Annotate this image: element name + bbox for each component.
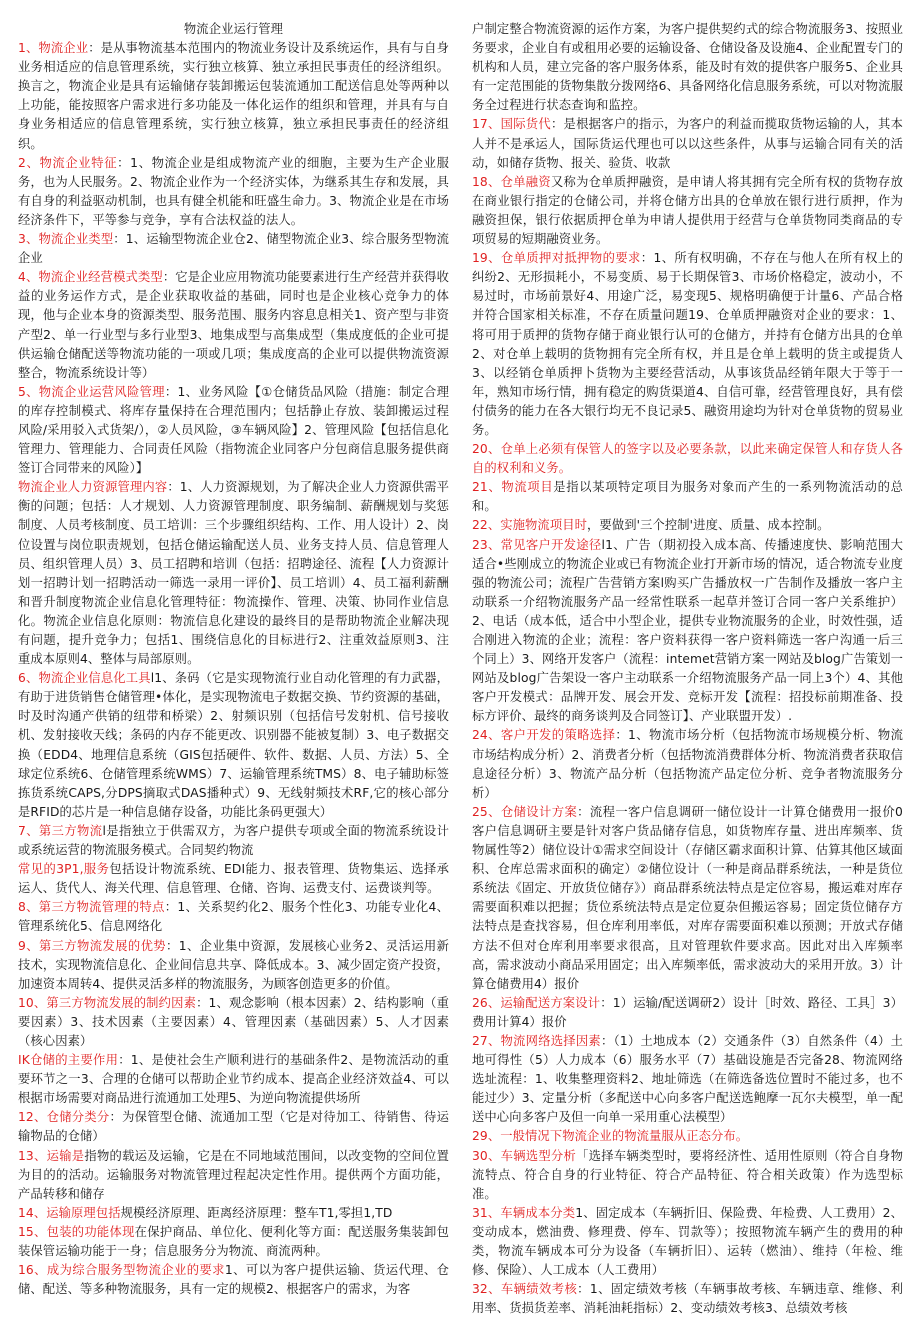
- page-title: 物流企业运行管理: [183, 22, 284, 36]
- text-13: 指物的载运及运输，它是在不同地域范围间，以改变物的空间位置为目的的活动。运输服务对物流管理过程起决定性作用。提供两个方面功能，产品转移和储存: [18, 1148, 450, 1201]
- text-25: ：流程一客户信息调研一储位设计一计算仓储费用一报价0客户信息调研主要是针对客户货品储存信息，如货物库存量、进出库频率、货物属性等2）储位设计①需求空间设计（存储区霸求面积计算、估算其他区域面积、仓库总需求面积的确定）②储位设计（一种是商品群系统法，一种是货位系统法《固定、开放货位储存》）商品群系统法特点是定位容易，搬运难对库存需要面积难以把握；货位系统法特点是定位夏杂但搬运容易；固定货位储存方法特点是查找容易，但仓库利用率低，对库存需要面积难以预测；开放式存储方法不但对仓库利用率要求很高，且对管理软件要求高。因此对出入库频率高，需求波动小商品采用固定；出入库频率低，需求波动大的采用开放。3）计算仓储费用4）报价: [472, 804, 903, 991]
- heading-2: 2、物流企业特征: [18, 155, 118, 170]
- para-12: [18, 1108, 449, 1146]
- para-21: [472, 478, 903, 516]
- text-7: l是指独立于供需双方，为客户提供专项或全面的物流系统设计或系统运营的物流服务模式。合同契约物流: [18, 823, 450, 858]
- para-8: [18, 898, 449, 936]
- heading-3: 3、物流企业类型: [18, 232, 114, 247]
- heading-hr: 物流企业人力资源管理内容: [18, 480, 168, 495]
- text-8: ：1、关系契约化2、服务个性化3、功能专业化4、管理系统化5、信息网络化: [18, 900, 449, 934]
- para-6: [18, 669, 449, 822]
- heading-24: 24、客户开发的策略选择: [472, 728, 616, 743]
- heading-9: 9、第三方物流发展的优势: [18, 938, 167, 953]
- heading-3pl: 常见的3P1,服务: [18, 862, 110, 877]
- text-30: 「选择车辆类型时，要将经济性、适用性原则（符合自身物流特点、符合自身的行业特征、符合产品特征、符合相关政策）作为选型标准。: [472, 1148, 903, 1201]
- para-15: [18, 1223, 449, 1261]
- text-14: 规模经济原理、距离经济原理：整车T1,零担1,TD: [120, 1205, 393, 1220]
- text-1: ：是从事物流基本范围内的物流业务设计及系统运作，具有与自身业务相适应的信息管理系统，实行独立核算、独立承担民事责任的经济组织。换言之，物流企业是具有运输储存装卸搬运包装流通加工配送信息处等两种以上功能，能按照客户需求进行多功能及一体化运作的组织和管理，并具有与自身业务相适应的信息管理系统，实行独立核算，独立承担民事责任的经济组织。: [18, 41, 449, 151]
- left-column: [18, 20, 449, 1299]
- para-2: [18, 154, 449, 230]
- heading-25: 25、仓储设计方案: [472, 804, 578, 819]
- para-29: [472, 1127, 903, 1146]
- para-20: [472, 440, 903, 478]
- text-26: ：1）运输/配送调研2）设计［时效、路径、工具］3）费用计算4）报价: [472, 995, 904, 1029]
- para-3pl: [18, 860, 449, 898]
- heading-31: 31、车辆成本分类: [472, 1205, 576, 1220]
- heading-12: 12、仓储分类分: [18, 1110, 110, 1125]
- heading-32: 32、车辆绩效考核: [472, 1282, 578, 1297]
- text-hr: ：1、人力资源规划，为了解决企业人力资源供需平衡的问题；包括：人才规划、人力资源管理制度、职务编制、薪酬规划与奖惩制度、人员考核制度、员工培训：三个步骤组织结构、工作、用人设计）2、岗位设置与岗位职责规划，包括仓储运输配送人员、业务支持人员、信息管理人员、组织管理人员）3、员工招聘和培训（包括：招聘途径、流程【人力资源计划一招聘计划一招聘活动一筛选一录用一评价】、员工培训）4、员工福利薪酬和晋升制度物流企业信息化管理特征：物流操作、管理、决策、协同作业信息化。物流企业信息化原则：物流信息化建设的最终目的是帮助物流企业解决现有问题，提升竞争力；包括1、围绕信息化的目标进行2、注重效益原则3、注重成本原则4、整体与局部原则。: [18, 480, 450, 667]
- text-23: l1、广告（期初投入成本高、传播速度快、影响范围大适合•些刚成立的物流企业或已有物流企业打开新市场的情况，适合物流专业度强的物流公司；流程广告营销方案l购买广告播放权一广告制作及播放一客户主动联系一介绍物流服务产品一经常性联系一起草并签订合同一客户关系维护）2、电话（成本低，适合中小型企业，提供专业物流服务的企业，时效性强，适合刚进入物流的企业；流程：客户资料获得一客户资料筛选一客户沟通一后三个同上）3、网络开发客户（流程：intemet营销方案一网站及blog广告策划一网站及blog广告架设一客户主动联系一介绍物流服务产品一同上3个）4、其他客户开发模式：品牌开发、展会开发、竞标开发【流程：招投标前期准备、投标方评价、最终的商务谈判及合同签订】、产业联盟开发）.: [472, 537, 903, 724]
- para-1: [18, 39, 449, 154]
- para-23: [472, 536, 903, 727]
- para-hr: [18, 478, 449, 669]
- text-21: 是指以某项特定项目为服务对象而产生的一系列物流活动的总和。: [472, 480, 903, 514]
- para-27: [472, 1032, 903, 1127]
- text-3: ：1、运输型物流企业仓2、储型物流企业3、综合服务型物流企业: [18, 232, 449, 266]
- para-17: [472, 115, 903, 172]
- text-6: l1、条码（它是实现物流行业自动化管理的有力武器，有助于进货销售仓储管理•体化，是实现物流电子数据交换、节约资源的基础，时及时沟通产供销的纽带和桥梁）2、射频识别（包括信号发射机、信号接收机、发射接收天线；条码的内存不能更改、识别器不能被复制）3、电子数据交换（EDD4、地理信息系统（GIS包括硬件、软件、数据、人员、方法）5、全球定位系统6、仓储管理系统WMS）7、运输管理系统TMS）8、电子辅助标签拣货系统CAPS,分DPS摘取式DAS播种式）9、无线射频技术RF,它的核心部分是RFID的芯片是一种信息储存设备，功能比条码更强大）: [18, 671, 449, 819]
- para-4: [18, 268, 449, 383]
- heading-16: 16、成为综合服务型物流企业的要求: [18, 1263, 225, 1278]
- para-14: [18, 1204, 449, 1223]
- para-16: [18, 1261, 449, 1299]
- text-19: ：1、所有权明确，不存在与他人在所有权上的纠纷2、无形损耗小，不易变质、易于长期保管3、市场价格稳定，波动小，不易过时，市场前景好4、用途广泛，易变现5、规格明确便于计量6、产品合格并符合国家相关标准，不存在质量问题19、仓单质押融资对企业的要求：1、将可用于质押的货物存储于商业银行认可的仓储方，并持有仓储方出具的仓单2、对仓单上载明的货物拥有完全所有权，并且是仓单上载明的货主或提货人3、以经销仓单质押卜货物为主要经营活动，从事该货品经销年限大于等于一年，熟知市场行情，拥有稳定的购货渠道4、自信可靠，经营管理良好，具有偿付债务的能力在各大银行均无不良记录5、融资用途均为针对仓单货物的贸易业务。: [472, 251, 903, 437]
- heading-17: 17、国际货代: [472, 117, 551, 132]
- heading-7: 7、第三方物流: [18, 823, 103, 838]
- heading-22: 22、实施物流项目时: [472, 518, 588, 533]
- heading-29: 29、一般情况下物流企业的物流量服从正态分布。: [472, 1129, 749, 1144]
- para-22: [472, 516, 903, 535]
- para-26: [472, 994, 903, 1032]
- para-7: [18, 822, 449, 860]
- text-3pl: 包括设计物流系统、EDI能力、报表管理、货物集运、选择承运人、货代人、海关代理、信息管理、仓储、咨询、运费支付、运费谈判等。: [18, 862, 449, 896]
- text-22: ，要做到'三个控制'进度、质量、成本控制。: [587, 518, 830, 533]
- heading-15: 15、包装的功能体现: [18, 1224, 135, 1239]
- heading-11: IK仓储的主要作用: [18, 1053, 119, 1068]
- para-30: [472, 1147, 903, 1204]
- para-32: [472, 1280, 903, 1318]
- text-31: 1、固定成本（车辆折旧、保险费、年检费、人工费用）2、变动成本，燃油费、修理费、停车、罚款等）；按照物流车辆产生的费用的种类，物流车辆成本可分为设备（车辆折旧）、运转（燃油）、维持（年检、维修、保险）、人工成本（人工费用）: [472, 1205, 903, 1278]
- text-16: 1、可以为客户提供运输、货运代理、仓储、配送、等多种物流服务，具有一定的规模2、根据客户的需求，为客: [18, 1263, 449, 1297]
- heading-18: 18、仓单融资: [472, 174, 551, 189]
- heading-6: 6、物流企业信息化工具: [18, 671, 151, 686]
- text-32: ：1、固定绩效考核（车辆事故考核、车辆违章、维修、利用率、货损货差率、消耗油耗指标）2、变动绩效考核3、总绩效考核: [472, 1282, 903, 1316]
- heading-13: 13、运输是: [18, 1148, 85, 1163]
- heading-4: 4、物流企业经营模式类型: [18, 270, 163, 285]
- text-27: ：（1）土地成本（2）交通条件（3）自然条件（4）土地可得性（5）人力成本（6）服务水平（7）基础设施是否完备28、物流网络选址流程：1、收集整理资料2、地址筛选（在筛选备选位置时不能过多，也不能过少）3、定量分析（多配送中心向多客户配送选鲍摩一瓦尔夫模型，单一配送中心向多客户及但一向单一采用重心法模型）: [472, 1033, 903, 1125]
- text-11: ：1、是使社会生产顺利进行的基础条件2、是物流活动的重要环节之一3、合理的仓储可以帮助企业节约成本、提高企业经济效益4、可以根据市场需要对商品进行流通加工处理5、为逆向物流提供场所: [18, 1053, 449, 1106]
- para-16-cont: [472, 20, 903, 115]
- text-5: ：1、业务风险【①仓储货品风险（措施：制定合理的库存控制模式、将库存量保持在合理范围内；包括静止存放、装卸搬运过程风险/采用驳入式货架/），②人员风险，③车辆风险】2、管理风险【包括信息化管理力、管理能力、合同责任风险（指物流企业同客户分包商信息服务提供商签订合同带来的风险）】: [18, 384, 449, 476]
- para-3: [18, 230, 449, 268]
- heading-8: 8、第三方物流管理的特点: [18, 900, 165, 915]
- heading-19: 19、仓单质押对抵押物的要求: [472, 251, 641, 266]
- para-5: [18, 383, 449, 478]
- para-13: [18, 1147, 449, 1204]
- para-31: [472, 1204, 903, 1280]
- text-24: ：1、物流市场分析（包括物流市场规模分析、物流市场结构成分析）2、消费者分析（包括物流消费群体分析、物流消费者获取信息途径分析）3、物流产品分析（包括物流产品定位分析、竞争者物流服务分析）: [472, 728, 903, 800]
- heading-10: 10、第三方物流发展的制约因素: [18, 995, 197, 1010]
- para-10: [18, 994, 449, 1051]
- text-15: 在保护商品、单位化、便利化等方面：配送服务集装卸包装保管运输功能于一身；信息服务分为物流、商流两种。: [18, 1224, 449, 1258]
- para-19: [472, 249, 903, 440]
- heading-30: 30、车辆选型分析: [472, 1148, 577, 1163]
- heading-23: 23、常见客户开发途径: [472, 537, 602, 552]
- para-9: [18, 937, 449, 994]
- para-18: [472, 173, 903, 249]
- text-9: ：1、企业集中资源，发展核心业务2、灵活运用新技术，实现物流信息化、企业间信息共享、降低成本。3、减少固定资产投资，加速资本周转4、提供灵活多样的物流服务，为顾客创造更多的价值。: [18, 938, 450, 991]
- text-18: 又称为仓单质押融资，是申请人将其拥有完全所有权的货物存放在商业银行指定的仓储公司，并将仓储方出具的仓单放在银行进行质押，作为融资担保，银行依据质押仓单为申请人提供用于经营与仓单货物同类商品的专项贸易的短期融资业务。: [472, 174, 903, 247]
- text-16-cont: 户制定整合物流资源的运作方案，为客户提供契约式的综合物流服务3、按照业务要求，企业自有或租用必要的运输设备、仓储设备及设施4、企业配置专门的机构和人员，建立完备的客户服务体系，能及时有效的提供客户服务5、企业具有一定范围能的货物集散分拨网络6、具备网络化信息服务系统，可以对物流服务全过程进行状态查询和监控。: [472, 22, 903, 113]
- text-12: ：为保管型仓储、流通加工型（它是对待加工、待销售、待运输物品的仓储）: [18, 1110, 449, 1144]
- text-17: ：是根据客户的指示，为客户的利益而揽取货物运输的人，其本人并不是承运人，国际货运代理也可以以这些条件，从事与运输合同有关的活动，如储存货物、报关、验货、收款: [472, 117, 903, 170]
- heading-5: 5、物流企业运营风险管理: [18, 384, 165, 399]
- right-column: [472, 20, 903, 1318]
- para-11: [18, 1051, 449, 1108]
- text-10: ：1、观念影响（根本因素）2、结构影响（重要因素）3、技术因素（主要因素）4、管理因素（基础因素）5、人才因素（核心因素）: [18, 995, 449, 1048]
- text-4: ：它是企业应用物流功能要素进行生产经营并获得收益的业务运作方式，是企业获取收益的基础，同时也是企业核心竞争力的体现，他与企业本身的资源类型、服务范围、服务内容息息相关1、资产型与非资产型2、单一行业型与多行业型3、地集成型与高集成型（集成度低的企业可提供运输仓储配送等物流功能的一项或几项；集成度高的企业可以提供物流资源整合，物流系统设计等）: [18, 270, 449, 380]
- heading-21: 21、物流项目: [472, 480, 554, 495]
- para-24: [472, 726, 903, 802]
- para-25: [472, 803, 903, 994]
- text-2: ：1、物流企业是组成物流产业的细胞，主要为生产企业服务，也为人民服务。2、物流企业作为一个经济实体，为继系其生存和发展，具有自身的利益驱动机制，也具有健全机能和旺盛生命力。3、物流企业是在市场经济条件下，平等参与竞争，享有合法权益的法人。: [18, 155, 449, 227]
- heading-20: 20、仓单上必须有保管人的签字以及必要条款，以此来确定保管人和存货人各自的权利和义务。: [472, 442, 903, 476]
- heading-14: 14、运输原理包括: [18, 1205, 121, 1220]
- heading-27: 27、物流网络选择因素: [472, 1033, 601, 1048]
- heading-26: 26、运输配送方案设计: [472, 995, 601, 1010]
- heading-1: 1、物流企业: [18, 41, 89, 56]
